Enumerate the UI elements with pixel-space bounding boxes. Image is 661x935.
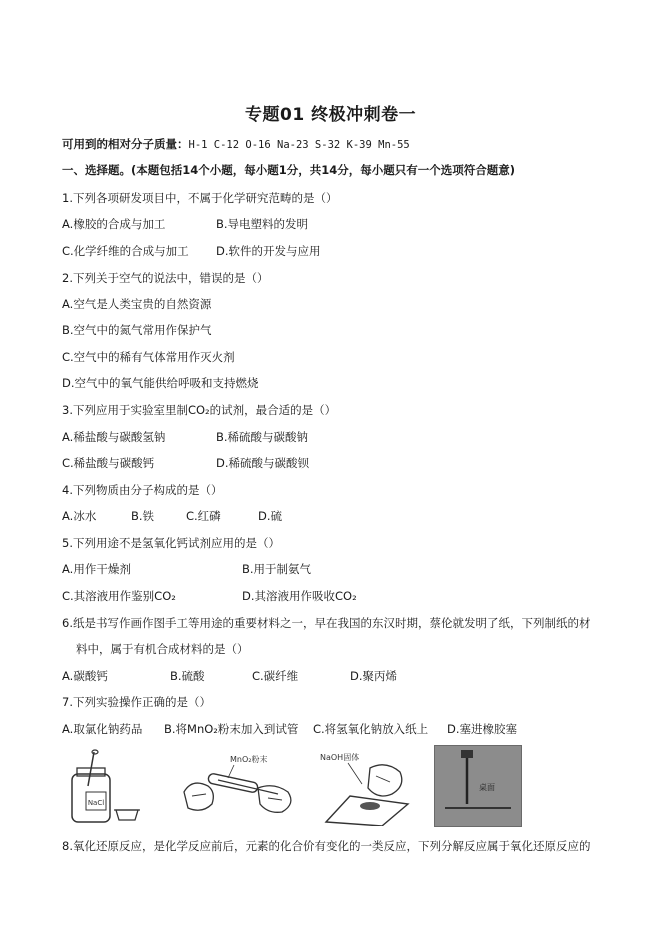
q7-stem: 7.下列实验操作正确的是（） xyxy=(62,695,211,709)
q7-figure-c-label: NaOH固体 xyxy=(320,753,360,762)
q6-stem-line2: 料中，属于有机合成材料的是（） xyxy=(76,642,249,656)
q7-figure-a-label: NaCl xyxy=(87,799,105,807)
q7-figure-b xyxy=(178,748,300,826)
q6-option-d: D.聚丙烯 xyxy=(350,669,398,683)
q1-option-c: C.化学纤维的合成与加工 xyxy=(62,244,189,258)
q7-figure-d-label: 桌面 xyxy=(479,783,495,792)
q5-stem: 5.下列用途不是氢氧化钙试剂应用的是（） xyxy=(62,536,280,550)
q7-option-b: B.将MnO₂粉末加入到试管 xyxy=(164,722,299,736)
q7-option-c: C.将氢氧化钠放入纸上 xyxy=(313,722,429,736)
q6-stem-line1: 6.纸是书写作画作图手工等用途的重要材料之一，早在我国的东汉时期，蔡伦就发明了纸，下列制纸的材 xyxy=(62,616,591,630)
q1-stem: 1.下列各项研发项目中，不属于化学研究范畴的是（） xyxy=(62,191,338,205)
q3-option-d: D.稀硫酸与碳酸钡 xyxy=(216,456,310,470)
q4-option-a: A.冰水 xyxy=(62,509,97,523)
q7-figure-c xyxy=(320,748,412,826)
q5-option-b: B.用于制氨气 xyxy=(242,562,312,576)
q2-option-a: A.空气是人类宝贵的自然资源 xyxy=(62,297,212,311)
q5-option-d: D.其溶液用作吸收CO₂ xyxy=(242,589,357,603)
q3-option-b: B.稀硫酸与碳酸钠 xyxy=(216,430,309,444)
q6-option-b: B.硫酸 xyxy=(170,669,205,683)
q6-option-c: C.碳纤维 xyxy=(252,669,299,683)
q2-option-d: D.空气中的氧气能供给呼吸和支持燃烧 xyxy=(62,376,259,390)
section-heading: 一、选择题。(本题包括14个小题，每小题1分，共14分，每小题只有一个选项符合题意) xyxy=(62,163,516,177)
q3-option-a: A.稀盐酸与碳酸氢钠 xyxy=(62,430,166,444)
q7-figure-a xyxy=(64,748,142,826)
q2-option-c: C.空气中的稀有气体常用作灭火剂 xyxy=(62,350,235,364)
q1-option-a: A.橡胶的合成与加工 xyxy=(62,217,166,231)
q7-option-a: A.取氯化钠药品 xyxy=(62,722,143,736)
q4-option-d: D.硫 xyxy=(258,509,283,523)
q2-option-b: B.空气中的氮气常用作保护气 xyxy=(62,323,212,337)
q4-option-c: C.红磷 xyxy=(186,509,221,523)
q7-figure-d xyxy=(434,745,522,827)
q7-figure-d-drawing xyxy=(435,746,521,826)
q3-stem: 3.下列应用于实验室里制CO₂的试剂，最合适的是（） xyxy=(62,403,337,417)
masses-values: H-1 C-12 O-16 Na-23 S-32 K-39 Mn-55 xyxy=(188,139,410,151)
q2-stem: 2.下列关于空气的说法中，错误的是（） xyxy=(62,271,269,285)
q3-option-c: C.稀盐酸与碳酸钙 xyxy=(62,456,155,470)
q4-stem: 4.下列物质由分子构成的是（） xyxy=(62,483,223,497)
q5-option-a: A.用作干燥剂 xyxy=(62,562,131,576)
q8-stem: 8.氧化还原反应，是化学反应前后，元素的化合价有变化的一类反应，下列分解反应属于氧化还原反应的 xyxy=(62,839,591,853)
q4-option-b: B.铁 xyxy=(131,509,155,523)
q7-option-d: D.塞进橡胶塞 xyxy=(447,722,518,736)
masses-line xyxy=(62,136,410,152)
q6-option-a: A.碳酸钙 xyxy=(62,669,108,683)
q1-option-d: D.软件的开发与应用 xyxy=(216,244,321,258)
q7-figure-b-label: MnO₂粉末 xyxy=(230,755,268,764)
masses-label: 可用到的相对分子质量： xyxy=(62,137,189,151)
q1-option-b: B.导电塑料的发明 xyxy=(216,217,309,231)
q5-option-c: C.其溶液用作鉴别CO₂ xyxy=(62,589,176,603)
page-title: 专题01 终极冲刺卷一 xyxy=(245,105,417,125)
